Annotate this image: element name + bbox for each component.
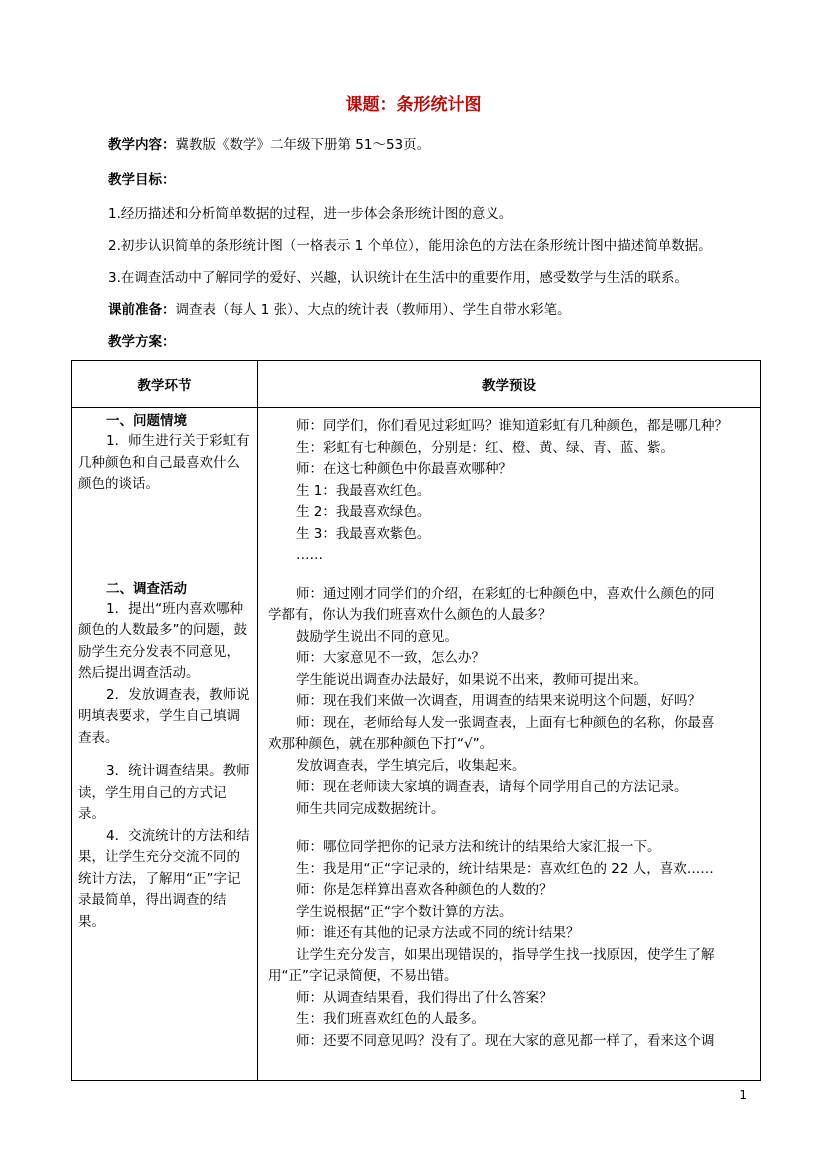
page-number: 1 bbox=[739, 1088, 747, 1102]
dialog-line: 师：同学们，你们看见过彩虹吗？谁知道彩虹有几种颜色，都是哪几种？ bbox=[296, 418, 728, 434]
stage-item: 2．发放调查表，教师说明填表要求，学生自己填调查表。 bbox=[78, 686, 250, 746]
dialog-line: 师：从调查结果看，我们得出了什么答案？ bbox=[296, 989, 553, 1006]
dialog-line: 生 2：我最喜欢绿色。 bbox=[296, 504, 431, 520]
dialog-line: 师：在这七种颜色中你最喜欢哪种？ bbox=[296, 461, 512, 477]
stage-item: 1．提出“班内喜欢哪种颜色的人数最多”的问题，鼓励学生充分发表不同意见，然后提出调查活动。 bbox=[78, 600, 247, 681]
table-row bbox=[72, 408, 761, 1081]
dialog-line: 生：我是用“正“字记录的，统计结果是：喜欢红色的 22 人，喜欢…… bbox=[296, 860, 714, 877]
content-line bbox=[108, 133, 767, 153]
stage-item: 3．统计调查结果。教师读，学生用自己的方式记录。 bbox=[78, 763, 250, 822]
goal-2: 2.初步认识简单的条形统计图（一格表示 1 个单位），能用涂色的方法在条形统计图中描述简单数据。 bbox=[108, 238, 712, 254]
dialog-line: 师：现在，老师给每人发一张调查表，上面有七种颜色的名称，你最喜 bbox=[296, 714, 715, 731]
section-title: 二、调查活动 bbox=[106, 580, 187, 597]
dialog-line: 师：现在老师读大家填的调查表，请每个同学用自己的方法记录。 bbox=[296, 779, 688, 795]
dialog-line: 生：我们班喜欢红色的人最多。 bbox=[296, 1011, 485, 1027]
table-header-row bbox=[72, 361, 761, 408]
stages-cell bbox=[72, 408, 258, 1081]
dialog-line: 师：现在我们来做一次调查，用调查的结果来说明这个问题，好吗？ bbox=[296, 693, 701, 709]
dialog-line: 师：还要不同意见吗？没有了。现在大家的意见都一样了，看来这个调 bbox=[296, 1032, 715, 1049]
goals-label: 教学目标： bbox=[108, 172, 176, 188]
dialog-line: 用“正”字记录简便，不易出错。 bbox=[268, 968, 458, 984]
plan-label: 教学方案： bbox=[108, 334, 176, 350]
dialog-line: 生 3：我最喜欢紫色。 bbox=[296, 525, 431, 542]
stage-item: 1．师生进行关于彩虹有几种颜色和自己最喜欢什么颜色的谈话。 bbox=[78, 433, 250, 492]
dialog-line: 学都有，你认为我们班喜欢什么颜色的人最多？ bbox=[268, 607, 552, 623]
teaching-plan-table bbox=[71, 360, 761, 1081]
dialog-line: 学生说根据“正“字个数计算的方法。 bbox=[296, 903, 513, 920]
page-title: 课题：条形统计图 bbox=[345, 95, 482, 115]
stage-item: 4．交流统计的方法和结果，让学生充分交流不同的统计方法，了解用“正”字记录最简单，得出调查的结果。 bbox=[78, 827, 250, 930]
header-right: 教学预设 bbox=[258, 361, 761, 408]
dialog-line: 师生共同完成数据统计。 bbox=[296, 800, 445, 817]
dialog-line: 让学生充分发言，如果出现错误的，指导学生找一找原因，使学生了解 bbox=[296, 946, 715, 963]
dialog-line: 欢那种颜色，就在那种颜色下打“√”。 bbox=[268, 736, 494, 752]
content-text: 冀教版《数学》二年级下册第 51～53页。 bbox=[175, 137, 431, 153]
dialog-line: 师：你是怎样算出喜欢各种颜色的人数的？ bbox=[296, 882, 553, 898]
dialog-line: …… bbox=[296, 547, 323, 563]
header-left: 教学环节 bbox=[72, 361, 258, 408]
dialog-line: 师：通过刚才同学们的介绍，在彩虹的七种颜色中，喜欢什么颜色的同 bbox=[296, 585, 715, 602]
prep-label: 课前准备： bbox=[108, 302, 176, 318]
prep-text: 调查表（每人 1 张）、大点的统计表（教师用）、学生自带水彩笔。 bbox=[175, 302, 571, 318]
content-label: 教学内容： bbox=[108, 137, 176, 153]
dialog-line: 学生能说出调查办法最好，如果说不出来，教师可提出来。 bbox=[296, 671, 647, 688]
dialog-line: 鼓励学生说出不同的意见。 bbox=[296, 628, 458, 645]
dialog-line: 生：彩虹有七种颜色，分别是：红、橙、黄、绿、青、蓝、紫。 bbox=[296, 439, 674, 456]
dialog-line: 师：大家意见不一致，怎么办？ bbox=[296, 650, 485, 666]
dialog-line: 师：哪位同学把你的记录方法和统计的结果给大家汇报一下。 bbox=[296, 839, 661, 855]
prep-line bbox=[108, 298, 767, 318]
goal-3: 3.在调查活动中了解同学的爱好、兴趣，认识统计在生活中的重要作用，感受数学与生活的联系。 bbox=[108, 270, 688, 286]
dialog-line: 生 1：我最喜欢红色。 bbox=[296, 482, 431, 499]
goal-1: 1.经历描述和分析简单数据的过程，进一步体会条形统计图的意义。 bbox=[108, 206, 513, 222]
section-title: 一、问题情境 bbox=[106, 413, 187, 429]
dialog-line: 发放调查表，学生填完后，收集起来。 bbox=[296, 757, 526, 774]
preset-cell bbox=[258, 408, 761, 1081]
dialog-line: 师：谁还有其他的记录方法或不同的统计结果？ bbox=[296, 925, 580, 941]
